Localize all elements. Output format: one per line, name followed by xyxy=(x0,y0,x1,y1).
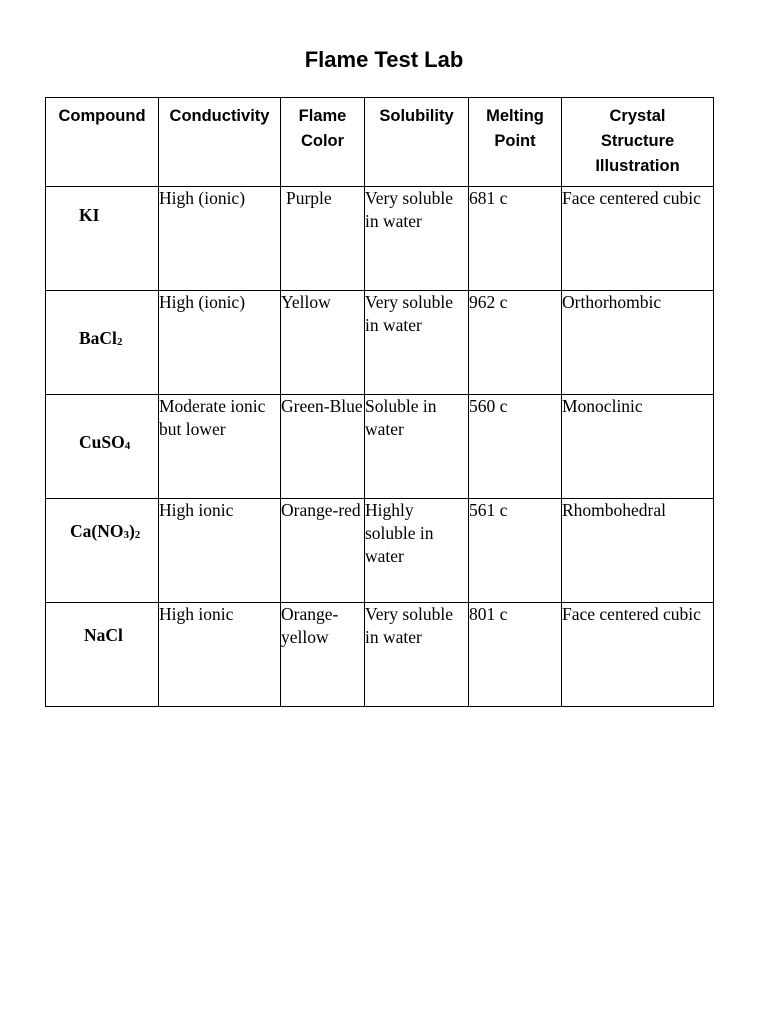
conductivity-cell: High ionic xyxy=(159,603,281,707)
compound-cell xyxy=(46,499,159,603)
flame-color-cell: Orange-yellow xyxy=(281,603,365,707)
page-title: Flame Test Lab xyxy=(304,47,464,72)
compound-subscript: 4 xyxy=(124,440,131,452)
solubility-cell: Very soluble in water xyxy=(365,603,469,707)
compound-name: BaCl xyxy=(79,328,117,348)
table-row xyxy=(46,187,714,291)
crystal-structure-cell: Orthorhombic xyxy=(562,291,714,395)
crystal-structure-cell: Face centered cubic xyxy=(562,187,714,291)
solubility-cell: Very soluble in water xyxy=(365,187,469,291)
solubility-cell: Soluble in water xyxy=(365,395,469,499)
header-compound: Compound xyxy=(46,98,159,187)
melting-point-cell: 560 c xyxy=(469,395,562,499)
compound-subscript: 3 xyxy=(123,529,129,541)
crystal-structure-cell: Monoclinic xyxy=(562,395,714,499)
compound-subscript-2: 2 xyxy=(134,529,141,541)
compound-name: KI xyxy=(79,205,100,225)
header-row xyxy=(46,98,714,187)
header-solubility: Solubility xyxy=(365,98,469,187)
flame-color-cell: Orange-red xyxy=(281,499,365,603)
conductivity-cell: High ionic xyxy=(159,499,281,603)
compound-name: NaCl xyxy=(84,625,123,645)
header-conductivity: Conductivity xyxy=(159,98,281,187)
conductivity-cell: High (ionic) xyxy=(159,187,281,291)
flame-color-cell: Yellow xyxy=(281,291,365,395)
table-row xyxy=(46,603,714,707)
table-row xyxy=(46,395,714,499)
header-crystal-structure: Crystal Structure Illustration xyxy=(562,98,714,187)
melting-point-cell: 962 c xyxy=(469,291,562,395)
compound-subscript: 2 xyxy=(116,336,123,348)
melting-point-cell: 681 c xyxy=(469,187,562,291)
conductivity-cell: High (ionic) xyxy=(159,291,281,395)
compound-cell xyxy=(46,187,159,291)
compound-cell xyxy=(46,603,159,707)
flame-color-cell: Purple xyxy=(281,187,365,291)
melting-point-cell: 561 c xyxy=(469,499,562,603)
table-row xyxy=(46,499,714,603)
crystal-structure-cell: Rhombohedral xyxy=(562,499,714,603)
compound-suffix: ) xyxy=(128,521,135,541)
header-melting-point: Melting Point xyxy=(469,98,562,187)
compound-name: Ca(NO xyxy=(70,521,124,541)
solubility-cell: Very soluble in water xyxy=(365,291,469,395)
flame-color-cell: Green-Blue xyxy=(281,395,365,499)
compound-cell xyxy=(46,291,159,395)
melting-point-cell: 801 c xyxy=(469,603,562,707)
compound-name: CuSO xyxy=(79,432,125,452)
conductivity-cell: Moderate ionic but lower xyxy=(159,395,281,499)
table-row xyxy=(46,291,714,395)
compound-cell xyxy=(46,395,159,499)
flame-test-table xyxy=(45,97,714,707)
solubility-cell: Highly soluble in water xyxy=(365,499,469,603)
header-flame-color: Flame Color xyxy=(281,98,365,187)
crystal-structure-cell: Face centered cubic xyxy=(562,603,714,707)
